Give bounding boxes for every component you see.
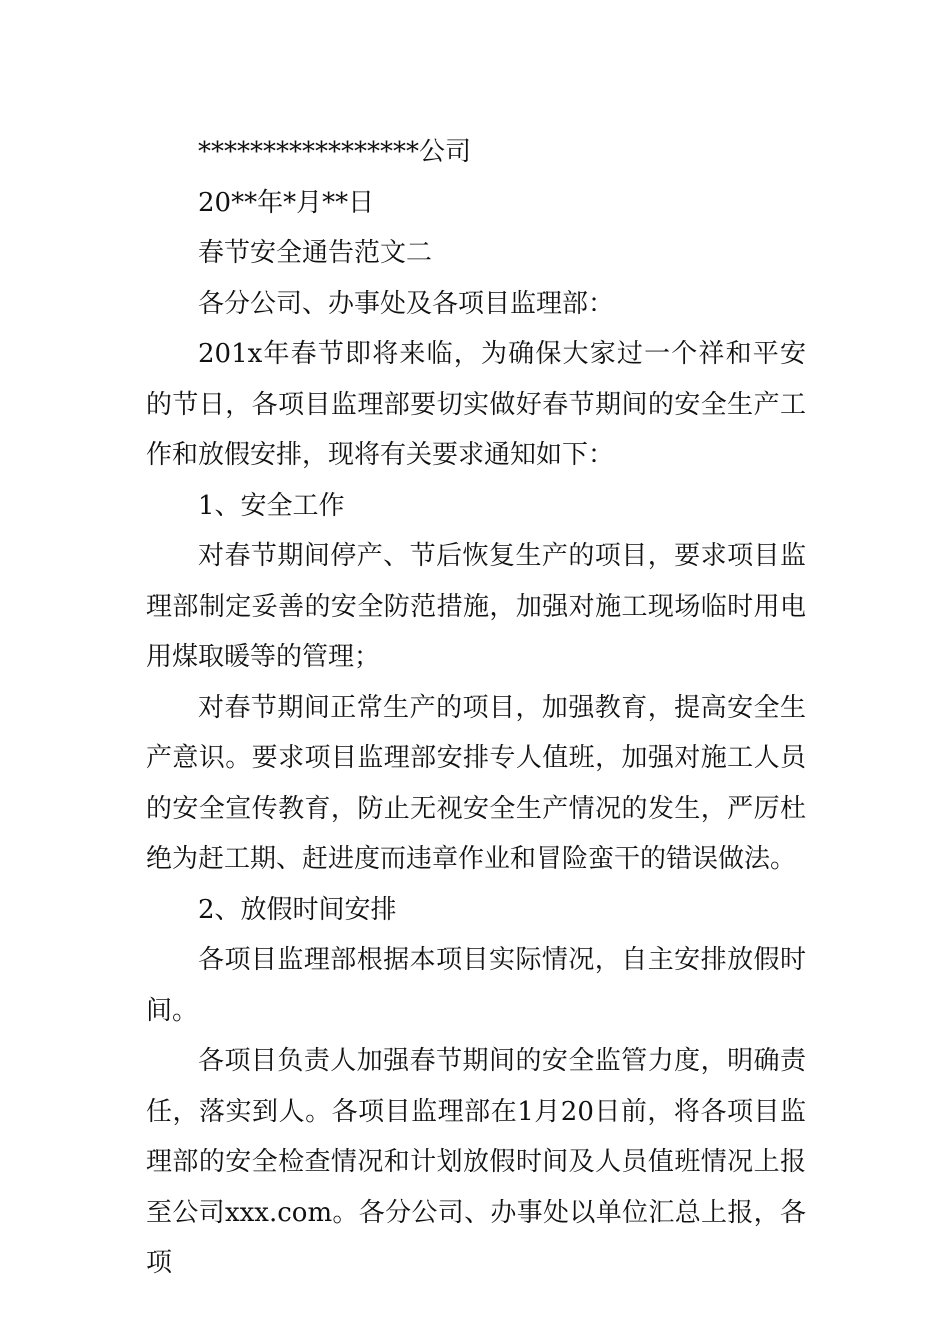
intro-paragraph: 201x年春节即将来临，为确保大家过一个祥和平安的节日，各项目监理部要切实做好春节期间的安全生产工作和放假安排，现将有关要求通知如下： <box>146 339 806 470</box>
paragraph-normal-projects: 对春节期间正常生产的项目，加强教育，提高安全生产意识。要求项目监理部安排专人值班，加强对施工人员的安全宣传教育，防止无视安全生产情况的发生，严厉杜绝为赶工期、赶进度而违章作业和冒险蛮干的错误做法。 <box>146 692 806 874</box>
section-title: 春节安全通告范文二 <box>198 238 433 268</box>
paragraph-stopped-projects: 对春节期间停产、节后恢复生产的项目，要求项目监理部制定妥善的安全防范措施，加强对施工现场临时用电用煤取暖等的管理； <box>146 541 806 672</box>
document-body <box>146 127 806 1289</box>
signature-date: 20**年*月**日 <box>198 187 375 218</box>
heading-safety-work: 1、安全工作 <box>198 490 345 521</box>
company-signature: *****************公司 <box>198 137 472 167</box>
paragraph-responsibility: 各项目负责人加强春节期间的安全监管力度，明确责任，落实到人。各项目监理部在1月20日前，将各项目监理部的安全检查情况和计划放假时间及人员值班情况上报至公司xxx.com。各分公司、办事处以单位汇总上报，各项 <box>146 1046 806 1278</box>
heading-holiday-schedule: 2、放假时间安排 <box>198 894 397 925</box>
salutation: 各分公司、办事处及各项目监理部： <box>198 288 615 319</box>
paragraph-holiday-arrangement: 各项目监理部根据本项目实际情况，自主安排放假时间。 <box>146 945 806 1026</box>
